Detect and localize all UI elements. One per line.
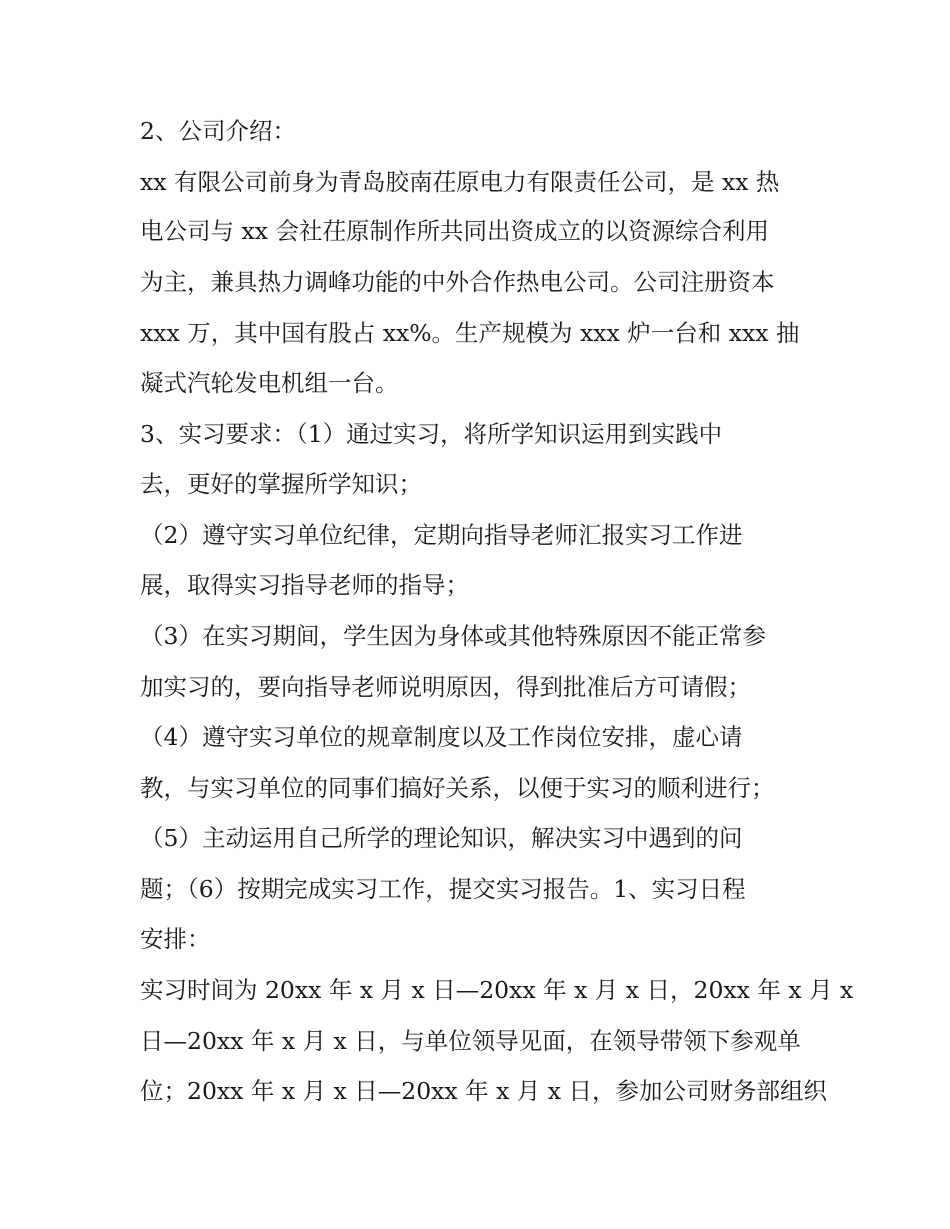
text-line-17: 安排：	[140, 925, 211, 953]
text-line-19: 日—20xx 年 x 月 x 日，与单位领导见面，在领导带领下参观单	[140, 1027, 801, 1055]
text-line-6: 凝式汽轮发电机组一台。	[140, 369, 399, 397]
text-line-4: 为主，兼具热力调峰功能的中外合作热电公司。公司注册资本	[140, 268, 775, 296]
text-line-18: 实习时间为 20xx 年 x 月 x 日—20xx 年 x 月 x 日，20xx 年 x 月 x	[140, 976, 854, 1004]
text-line-8: 去，更好的掌握所学知识；	[140, 470, 422, 498]
text-line-20: 位；20xx 年 x 月 x 日—20xx 年 x 月 x 日，参加公司财务部组织	[140, 1077, 828, 1105]
text-line-15: （5）主动运用自己所学的理论知识，解决实习中遇到的问	[140, 824, 743, 852]
text-line-12: 加实习的，要向指导老师说明原因，得到批准后方可请假；	[140, 673, 751, 701]
text-line-10: 展，取得实习指导老师的指导；	[140, 571, 469, 599]
text-line-11: （3）在实习期间，学生因为身体或其他特殊原因不能正常参	[140, 622, 766, 650]
text-line-9: （2）遵守实习单位纪律，定期向指导老师汇报实习工作进	[140, 521, 743, 549]
text-line-7: 3、实习要求：（1）通过实习，将所学知识运用到实践中	[140, 420, 723, 448]
text-line-1: 2、公司介绍：	[140, 117, 296, 145]
text-line-13: （4）遵守实习单位的规章制度以及工作岗位安排，虚心请	[140, 723, 743, 751]
text-line-16: 题；（6）按期完成实习工作，提交实习报告。1、实习日程	[140, 875, 746, 903]
text-line-14: 教，与实习单位的同事们搞好关系，以便于实习的顺利进行；	[140, 774, 775, 802]
text-line-5: xxx 万，其中国有股占 xx%。生产规模为 xxx 炉一台和 xxx 抽	[140, 319, 800, 347]
text-line-2: xx 有限公司前身为青岛胶南茌原电力有限责任公司，是 xx 热	[140, 168, 780, 196]
text-line-3: 电公司与 xx 会社茌原制作所共同出资成立的以资源综合利用	[140, 217, 769, 245]
